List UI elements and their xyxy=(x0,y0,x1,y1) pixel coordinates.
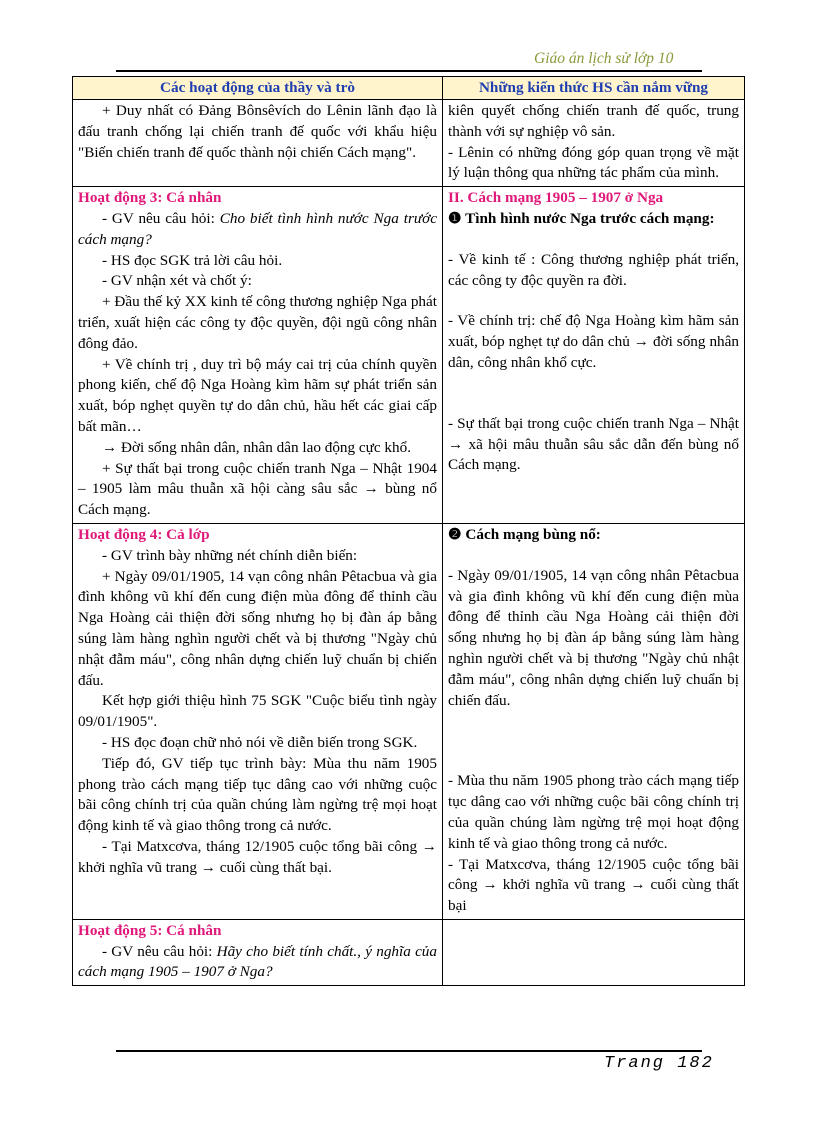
text-line: - Sự thất bại trong cuộc chiến tranh Nga – Nhật → xã hội mâu thuẫn sâu sắc dẫn đến bùng nổ Cách mạng. xyxy=(448,414,739,474)
text-line: - Về kinh tế : Công thương nghiệp phát triển, các công ty độc quyền ra đời. xyxy=(448,250,739,289)
text-line: - Mùa thu năm 1905 phong trào cách mạng tiếp tục dâng cao với những cuộc bãi công chính trị của quần chúng làm ngừng trệ mọi hoạt động kinh tế và giao thông trong cả nước. xyxy=(448,772,739,852)
question-text: Cho biết tình hình nước Nga trước cách mạng? xyxy=(78,209,437,248)
text-line: - GV nhận xét và chốt ý: xyxy=(102,272,252,290)
table-header-row xyxy=(73,77,745,100)
spacer xyxy=(448,291,739,311)
text-line: + Duy nhất có Đảng Bônsêvích do Lênin lãnh đạo là đấu tranh chống lại chiến tranh đế quốc với khẩu hiệu "Biến chiến tranh đế quốc thành nội chiến Cách mạng". xyxy=(78,102,437,161)
row2-right xyxy=(443,187,745,524)
spacer xyxy=(448,546,739,566)
col-header-activities: Các hoạt động của thầy và trò xyxy=(73,77,443,100)
activity-heading: Hoạt động 4: Cả lớp xyxy=(78,525,210,543)
table-row xyxy=(73,919,745,985)
row3-right xyxy=(443,523,745,919)
text-line: Tiếp đó, GV tiếp tục trình bày: Mùa thu năm 1905 phong trào cách mạng tiếp tục dâng cao với những cuộc bãi công chính trị của quần chúng làm ngừng trệ mọi hoạt động kinh tế và giao thông trong cả nước. xyxy=(78,754,437,835)
row2-left xyxy=(73,187,443,524)
activity-heading: Hoạt động 5: Cá nhân xyxy=(78,921,222,939)
question-line xyxy=(78,209,437,251)
col-header-knowledge: Những kiến thức HS cần nắm vững xyxy=(443,77,745,100)
text-line: Kết hợp giới thiệu hình 75 SGK "Cuộc biểu tình ngày 09/01/1905". xyxy=(78,692,437,731)
question-text: Hãy cho biết tính chất., ý nghĩa của cách mạng 1905 – 1907 ở Nga? xyxy=(78,942,437,981)
table-row xyxy=(73,187,745,524)
activity-heading: Hoạt động 3: Cá nhân xyxy=(78,189,222,207)
subsection-heading: ❷ Cách mạng bùng nổ: xyxy=(448,525,601,543)
question-prefix: - GV nêu câu hỏi: xyxy=(102,209,220,227)
text-line: - Lênin có những đóng góp quan trọng về mặt lý luận thông qua những tác phẩm của mình. xyxy=(448,143,739,182)
row1-right xyxy=(443,100,745,187)
text-line: - Về chính trị: chế độ Nga Hoàng kìm hãm sản xuất, bóp nghẹt tự do dân chủ → đời sống nhân dân, công nhân khổ cực. xyxy=(448,312,739,371)
table-row xyxy=(73,523,745,919)
text-line: + Đầu thế kỷ XX kinh tế công thương nghiệp Nga phát triển, xuất hiện các công ty độc quyền, đội ngũ công nhân đông đảo. xyxy=(78,293,437,352)
subsection-heading: ❶ Tình hình nước Nga trước cách mạng: xyxy=(448,209,715,227)
spacer xyxy=(448,230,739,250)
text-line: + Ngày 09/01/1905, 14 vạn công nhân Pêtacbua và gia đình không vũ khí đến cung điện mùa đông để thỉnh cầu Nga Hoàng cải thiện đời sống nhưng họ bị đàn áp bằng súng làm hàng nghìn người chết và bị thương "Ngày chủ nhật đẫm máu", công nhân dựng chiến luỹ chuẩn bị chiến đấu. xyxy=(78,567,437,689)
row3-left xyxy=(73,523,443,919)
question-line xyxy=(78,942,437,984)
footer-rule xyxy=(116,1050,702,1052)
page-header-title: Giáo án lịch sử lớp 10 xyxy=(534,50,674,67)
question-prefix: - GV nêu câu hỏi: xyxy=(102,942,217,960)
text-line: - HS đọc đoạn chữ nhỏ nói về diễn biến trong SGK. xyxy=(102,733,418,751)
page-number: Trang 182 xyxy=(604,1054,714,1073)
text-line: - GV trình bày những nét chính diễn biến: xyxy=(102,546,358,564)
lesson-table xyxy=(72,76,745,986)
text-line: kiên quyết chống chiến tranh đế quốc, trung thành với sự nghiệp vô sản. xyxy=(448,102,739,140)
text-line: - Tại Matxcơva, tháng 12/1905 cuộc tổng bãi công → khởi nghĩa vũ trang → cuối cùng thất bại. xyxy=(78,837,437,876)
spacer xyxy=(448,374,739,414)
text-line: + Sự thất bại trong cuộc chiến tranh Nga – Nhật 1904 – 1905 làm mâu thuẫn xã hội càng sâu sắc → bùng nổ Cách mạng. xyxy=(78,459,437,519)
section-heading: II. Cách mạng 1905 – 1907 ở Nga xyxy=(448,189,664,207)
text-line: → Đời sống nhân dân, nhân dân lao động cực khổ. xyxy=(102,438,411,456)
row1-left xyxy=(73,100,443,187)
text-line: - Ngày 09/01/1905, 14 vạn công nhân Pêtacbua và gia đình không vũ khí đến cung điện mùa đông để thỉnh cầu Nga Hoàng cải thiện đời sống nhưng họ bị đàn áp bằng súng làm hàng nghìn người chết và bị thương "Ngày chủ nhật đẫm máu", công nhân dựng chiến luỹ chuẩn bị chiến đấu. xyxy=(448,566,739,709)
row4-left xyxy=(73,919,443,985)
text-line: - Tại Matxcơva, tháng 12/1905 cuộc tổng bãi công → khởi nghĩa vũ trang → cuối cùng thất bại xyxy=(448,855,739,915)
text-line: - HS đọc SGK trả lời câu hỏi. xyxy=(102,251,283,269)
header-rule xyxy=(116,70,702,72)
text-line: + Về chính trị , duy trì bộ máy cai trị của chính quyền phong kiến, chế độ Nga Hoàng kìm hãm sự phát triển sản xuất, bóp nghẹt quyền tự do dân chủ, hầu hết các giai cấp bất mãn… xyxy=(78,355,437,435)
table-row xyxy=(73,100,745,187)
spacer xyxy=(448,711,739,771)
row4-right xyxy=(443,919,745,985)
